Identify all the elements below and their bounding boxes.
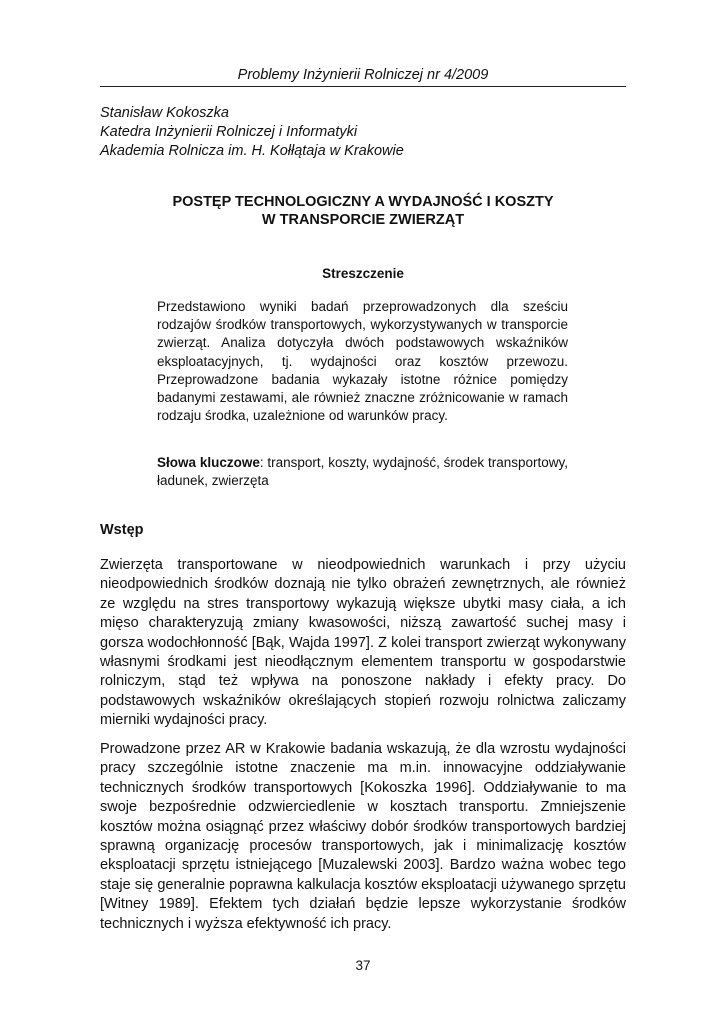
keywords [157,454,568,490]
header-rule [100,86,626,87]
author-block [100,104,626,161]
abstract-text: Przedstawiono wyniki badań przeprowadzonych dla sześciu rodzajów środków transportowych, wykorzystywanych w transporcie zwierząt. Analiza dotyczyła dwóch podstawowych wskaźników eksploatacyjnych, tj. wydajności oraz kosztów przewozu. Przeprowadzone badania wykazały istotne różnice pomiędzy badanymi zestawami, ale również znaczne zróżnicowanie w ramach rodzaju środka, uzależnione od warunków pracy. [157,299,568,424]
keywords-list: : transport, koszty, wydajność, środek transportowy, ładunek, zwierzęta [157,455,569,489]
keywords-label: Słowa kluczowe [157,455,260,470]
title-line-2: W TRANSPORCIE ZWIERZĄT [261,212,465,228]
author-department: Katedra Inżynierii Rolniczej i Informatyki [100,124,358,140]
paper-title [100,193,626,229]
author-name: Stanisław Kokoszka [100,105,229,121]
author-institution: Akademia Rolnicza im. H. Kołłątaja w Krakowie [100,143,404,159]
section-heading: Wstęp [100,522,144,538]
intro-paragraph-1: Zwierzęta transportowane w nieodpowiednich warunkach i przy użyciu nieodpowiednich środków doznają nie tylko obrażeń zewnętrznych, ale również ze względu na stres transportowy wykazują większe ubytki masy ciała, a ich mięso charakteryzują zmiany kwasowości, niższą zawartość suchej masy i gorsza wodochłonność [Bąk, Wajda 1997]. Z kolei transport zwierząt wykonywany własnymi środkami jest nieodłącznym elementem transportu w gospodarstwie rolniczym, stąd też wpływa na ponoszone nakłady i efekty pracy. Do podstawowych wskaźników określających stopień rozwoju rolnictwa zaliczamy mierniki wydajności pracy. [100,557,626,729]
intro-paragraph-2: Prowadzone przez AR w Krakowie badania wskazują, że dla wzrostu wydajności pracy szczególnie istotne znaczenie ma m.in. innowacyjne oddziaływanie technicznych środków transportowych [Kokoszka 1996]. Oddziaływanie to ma swoje bezpośrednie odzwierciedlenie w kosztach transportu. Zmniejszenie kosztów można osiągnąć przez właściwy dobór środków transportowych bardziej sprawną organizację procesów transportowych, jak i minimalizację kosztów eksploatacji sprzętu istniejącego [Muzalewski 2003]. Bardzo ważna wobec tego staje się generalnie poprawna kalkulacja kosztów eksploatacji używanego sprzętu [Witney 1989]. Efektem tych działań będzie lepsze wykorzystanie środków technicznych i wyższa efektywność ich pracy. [100,741,626,932]
page-number: 37 [355,958,371,973]
abstract-heading: Streszczenie [322,266,404,281]
title-line-1: POSTĘP TECHNOLOGICZNY A WYDAJNOŚĆ I KOSZTY [172,194,554,210]
journal-header: Problemy Inżynierii Rolniczej nr 4/2009 [237,67,489,83]
